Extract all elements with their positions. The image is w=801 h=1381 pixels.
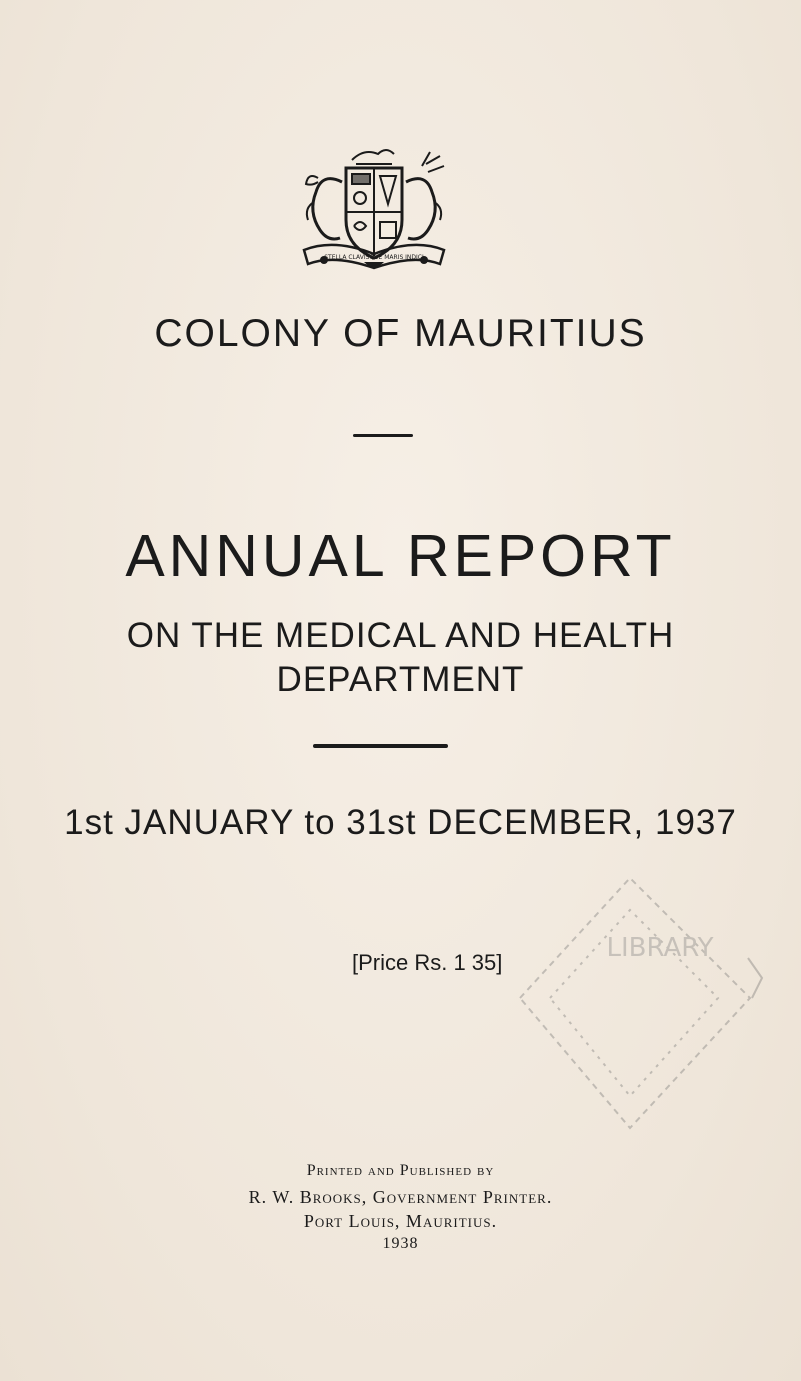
stamp-text: LIBRARY	[606, 933, 714, 963]
imprint-printed-by: Printed and Published by	[306, 1162, 495, 1179]
imprint-location: Port Louis, Mauritius.	[303, 1211, 498, 1231]
price-label: [Price Rs. 1 35]	[352, 950, 503, 975]
library-stamp-icon	[490, 848, 770, 1138]
divider-small	[353, 434, 413, 437]
colony-title: COLONY OF MAURITIUS	[154, 312, 647, 355]
motto-text: STELLA CLAVISQUE MARIS INDICI	[324, 254, 424, 261]
report-title: ANNUAL REPORT	[125, 523, 676, 589]
imprint-year: 1938	[382, 1235, 419, 1252]
imprint-printer: R. W. Brooks, Government Printer.	[248, 1187, 553, 1207]
subtitle-line-2: DEPARTMENT	[276, 660, 525, 699]
coat-of-arms-icon	[294, 142, 454, 274]
subtitle-line-1: ON THE MEDICAL AND HEALTH	[126, 616, 675, 655]
report-period: 1st JANUARY to 31st DECEMBER, 1937	[64, 803, 737, 842]
divider-long	[313, 744, 448, 748]
